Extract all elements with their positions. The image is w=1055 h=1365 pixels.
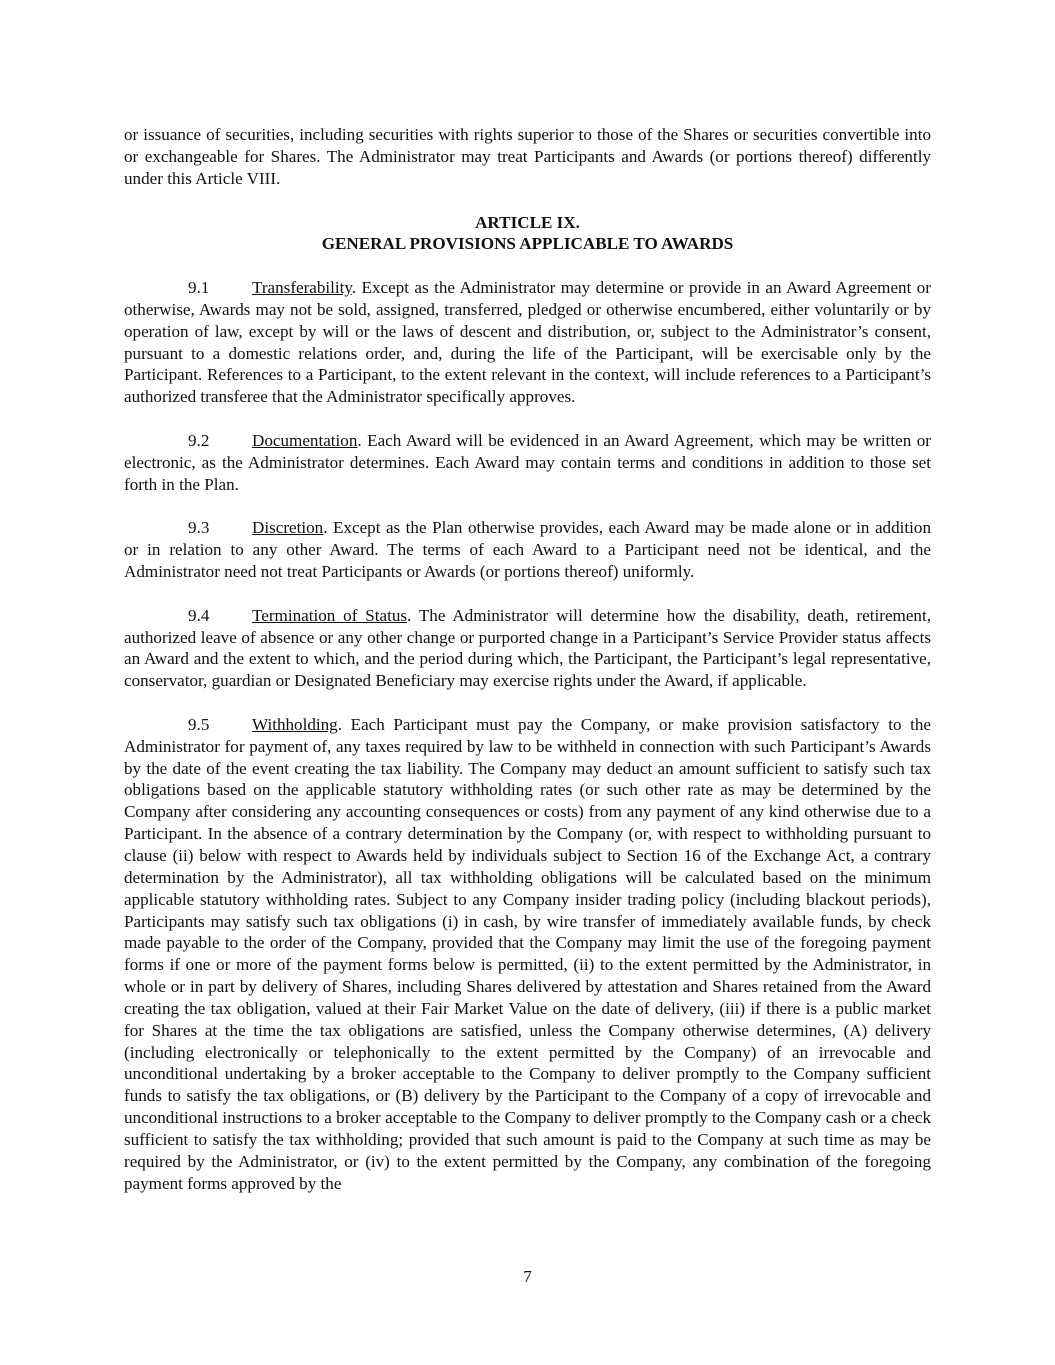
section-9-3 (124, 517, 931, 583)
section-title: Withholding (252, 714, 338, 734)
section-title: Discretion (252, 518, 324, 538)
article-number: ARTICLE IX. (475, 212, 580, 232)
section-9-2 (124, 430, 931, 496)
article-heading (124, 212, 931, 256)
section-body: . Except as the Administrator may determine or provide in an Award Agreement or otherwise, Awards may not be sold, assigned, transferred, pledged or otherwise encumbered, either voluntarily or by operation of law, except by will or the laws of descent and distribution, or, subject to the Administrator’s consent, pursuant to a domestic relations order, and, during the life of the Participant, will be exercisable only by the Participant. References to a Participant, to the extent relevant in the context, will include references to a Participant’s authorized transferee that the Administrator specifically approves. (124, 278, 931, 407)
section-number: 9.3 (188, 518, 210, 538)
section-body: . The Administrator will determine how the disability, death, retirement, authorized leave of absence or any other change or purported change in a Participant’s Service Provider status affects an Award and the extent to which, and the period during which, the Participant, the Participant’s legal representative, conservator, guardian or Designated Beneficiary may exercise rights under the Award, if applicable. (124, 605, 931, 691)
section-number: 9.5 (188, 714, 210, 734)
section-number: 9.4 (188, 605, 210, 625)
section-9-4 (124, 605, 931, 692)
section-9-1 (124, 277, 931, 408)
section-body: . Except as the Plan otherwise provides, each Award may be made alone or in addition or in relation to any other Award. The terms of each Award to a Participant need not be identical, and the Administrator need not treat Participants or Awards (or portions thereof) uniformly. (124, 518, 931, 582)
intro-paragraph: or issuance of securities, including securities with rights superior to those of the Shares or securities convertible into or exchangeable for Shares. The Administrator may treat Participants and Awards (or portions thereof) differently under this Article VIII. (124, 125, 931, 188)
section-title: Documentation (252, 430, 358, 450)
article-title: GENERAL PROVISIONS APPLICABLE TO AWARDS (321, 234, 734, 254)
section-body: . Each Participant must pay the Company, or make provision satisfactory to the Administrator for payment of, any taxes required by law to be withheld in connection with such Participant’s Awards by the date of the event creating the tax liability. The Company may deduct an amount sufficient to satisfy such tax obligations based on the applicable statutory withholding rates (or such other rate as may be determined by the Company after considering any accounting consequences or costs) from any payment of any kind otherwise due to a Participant. In the absence of a contrary determination by the Company (or, with respect to withholding pursuant to clause (ii) below with respect to Awards held by individuals subject to Section 16 of the Exchange Act, a contrary determination by the Administrator), all tax withholding obligations will be calculated based on the minimum applicable statutory withholding rates. Subject to any Company insider trading policy (including blackout periods), Participants may satisfy such tax obligations (i) in cash, by wire transfer of immediately available funds, by check made payable to the order of the Company, provided that the Company may limit the use of the foregoing payment forms if one or more of the payment forms below is permitted, (ii) to the extent permitted by the Administrator, in whole or in part by delivery of Shares, including Shares delivered by attestation and Shares retained from the Award creating the tax obligation, valued at their Fair Market Value on the date of delivery, (iii) if there is a public market for Shares at the time the tax obligations are satisfied, unless the Company otherwise determines, (A) delivery (including electronically or telephonically to the extent permitted by the Company) of an irrevocable and unconditional undertaking by a broker acceptable to the Company to deliver promptly to the Company sufficient funds to satisfy the tax obligations, or (B) delivery by the Participant to the Company of a copy of irrevocable and unconditional instructions to a broker acceptable to the Company to deliver promptly to the Company cash or a check sufficient to satisfy the tax withholding; provided that such amount is paid to the Company at such time as may be required by the Administrator, or (iv) to the extent permitted by the Company, any combination of the foregoing payment forms approved by the (124, 714, 931, 1193)
section-9-5 (124, 714, 931, 1195)
document-page (124, 124, 931, 1195)
section-number: 9.2 (188, 430, 210, 450)
section-title: Termination of Status (252, 605, 408, 625)
section-number: 9.1 (188, 278, 210, 298)
page-number: 7 (523, 1267, 532, 1286)
section-body: . Each Award will be evidenced in an Award Agreement, which may be written or electronic, as the Administrator determines. Each Award may contain terms and conditions in addition to those set forth in the Plan. (124, 430, 931, 494)
section-title: Transferability (252, 278, 352, 298)
